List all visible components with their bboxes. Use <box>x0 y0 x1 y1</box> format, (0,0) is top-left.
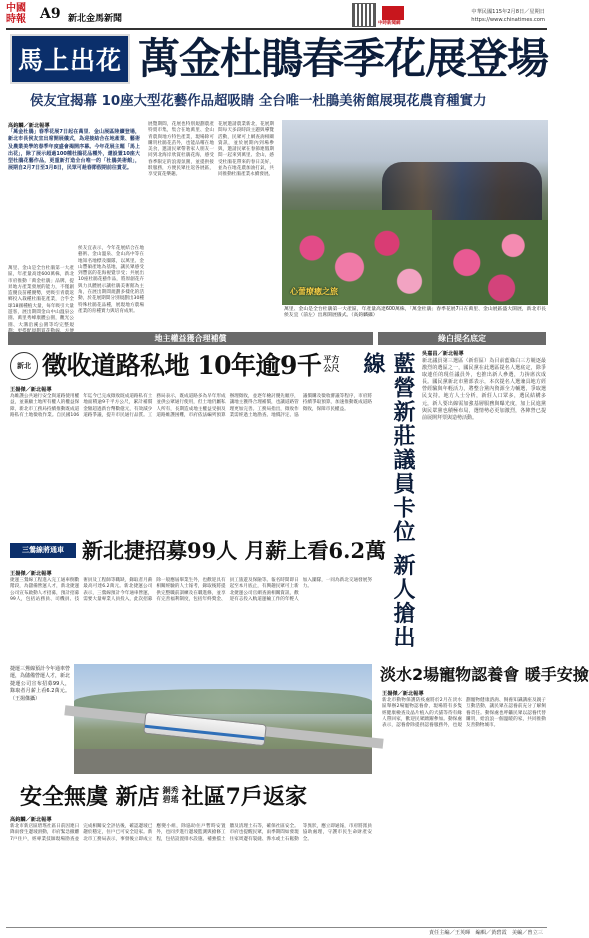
banner-road: 地主權益獲合理補償 <box>8 332 373 345</box>
masthead <box>0 0 553 30</box>
logo-line-2: 時報 <box>6 14 26 25</box>
news-brand-badge <box>382 6 404 20</box>
lead-intro-box <box>8 122 140 262</box>
road-body: 為維護公共通行安全與道路使用權益，並兼顧土地所有權人的權益保障，新北市工務局持續推動既成道路私有土地徵收作業。自民國106年迄今已完成徵收既成道路私有土地面積逾9千平方公尺，累計補償金額超過新台幣數億元，有效減少道路爭議，提升市民通行品質。工務局表示，既成道路多為早年形成並供公眾通行使用，但土地仍屬私人所有，長期造成地主權益受損及道路維護困難，市府依法編列預算辦理徵收，並逐年檢討優先順序，讓地主獲得合理補償，也讓道路管理更加完善。工務局指出，徵收作業需經過土地勘查、地價評定、協議價購及徵收審議等程序，市府將持續爭取預算，加速推動既成道路徵收，保障市民權益。 <box>10 394 372 418</box>
road-headline-unit <box>323 355 339 373</box>
lead-headline: 萬金杜鵑春季花展登場 <box>138 34 549 83</box>
lead-photo <box>282 120 548 305</box>
social-byline: 高鈞麟／新北報導 <box>10 817 52 823</box>
social-headline-small <box>163 786 179 804</box>
social-headline-right: 社區7戶返家 <box>181 783 307 810</box>
lead-subhead: 侯友宜揭幕 10座大型花藝作品超吸睛 全台唯一杜鵑美術館展現花農育種實力 <box>30 94 487 109</box>
election-vertical-headline: 藍營新莊議員卡位 新人搶出線 <box>360 352 416 650</box>
mrt-caption: 捷運三鶯線預計今年通車營運，為儲備營運人才，新北捷運公司宣布招募99人，錄取者月薪上看6.2萬元。（王揚傑攝） <box>10 666 71 702</box>
road-tag-text: 新北 <box>17 362 31 370</box>
road-tag <box>10 352 38 380</box>
small-2: 碧瑤 <box>162 795 179 804</box>
election-byline: 吳嘉昌／新北報導 <box>422 351 464 357</box>
masthead-rule <box>6 28 547 30</box>
mrt-photo <box>74 664 372 774</box>
mrt-train <box>143 712 267 747</box>
mrt-train-stripe <box>145 725 265 741</box>
mrt-headline: 新北捷招募99人 月薪上看6.2萬 <box>82 538 387 563</box>
logo-line-1: 中國 <box>6 3 26 14</box>
small-1: 銅秀 <box>162 786 179 795</box>
lead-body-col3: 展覽期間，花展也特別規劃農產特賣市集，集合在地萬里、金山青農與地方特色產業，現場除可購買杜鵑花苗外，也能品嚐在地美食，邀請民眾帶著家人朋友一同到北海岸欣賞杜鵑花海，感受春季限定的浪漫氛圍，並提供接駁服務，方便民眾往返各展區，享受賞花樂趣。 <box>148 122 214 178</box>
lead-body-col2: 侯友宜表示，今年花展結合在地藝術、金山溫泉、金山高中等在地知名地標及團隊，以萬里、金山豐碩產地為基地，讓民眾感受到豐富的花海視覺享受；共展出10座杜鵑花藝作品，將原創花卉與力具體展示讓杜鵑美術館為主角，在展出期間規劃多樣化的活動，於花展期間分別規劃出30種特殊杜鵑花品種，展現地方農場產業的育種實力與培育成果。 <box>78 246 144 314</box>
footer-credits: 責任主編／王英暉 編輯／黃碧霞 美編／曾立三 <box>428 930 543 936</box>
road-headline <box>42 346 372 382</box>
lead-body-col1: 萬里、金山是全台杜鵑第一大產區，年產量高達600萬株，新北市府推動「萬金杜鵑」品牌，提昇地方產業發展的能力，不僅創造優良苗種優勢，更吸引青農返鄉投入栽種杜鵑花產業，合乎全球18國種植大量，每年吸引大量遊客，展出期間金山中山溫泉公園、萬里秀峰康體公園，觀光公園、大溝沿溪公園等均完整規 <box>8 266 74 328</box>
footer-rule <box>6 927 547 928</box>
photo-label: 心蕾療癒之旅 <box>290 287 338 296</box>
qr-code-icon <box>352 3 376 27</box>
kicker-text: 馬上出花 <box>17 46 122 75</box>
photo-flowers-right <box>432 220 548 305</box>
lead-byline: 高鈞麟／新北報導 <box>8 123 50 129</box>
unit-top: 平方 <box>323 355 340 364</box>
lead-photo-caption: 萬里、金山是全台杜鵑第一大產區，年產量高達600萬株，「萬金杜鵑」春季花展7日在萬里、金山展區盛大開展，新北市長侯友宜（前左）出席開展儀式。（高鈞麟攝） <box>284 307 546 319</box>
mrt-byline: 王揚傑／新北報導 <box>10 571 52 577</box>
lead-intro: 「萬金杜鵑」春季花展7日起在萬里．金山展區陸續登場，新北市長侯友宜出席開展儀式，為迎接結合在地產業、藝術及農業美學的春季年度盛會揭開序幕。今年花展主題「馬上出花」，除了展示超過100種杜鵑花品種外，還設置10座大型杜鵑花藝作品，更重新打造全台唯一的「杜鵑美術館」，展期自2月7日至3月8日，民眾可趁春節假期前往賞花。 <box>8 129 140 172</box>
paper-name: 中時新聞網 <box>378 21 401 26</box>
section-code: A9 <box>40 6 61 22</box>
lead-body-col4: 花展邀請農業新北，花展期間每天多段時段主題與導覽活動，民眾可上網查詢相關資訊，並於展期內到場參與，邀請民眾在春節連假期間一起來到萬里、金山，感受杜鵑花帶來的春日美好，並為在地花農加油打氣，共同推動杜鵑產業永續發展。 <box>218 122 274 178</box>
mrt-tag: 三鶯線將通車 <box>10 543 76 558</box>
newspaper-logo <box>6 3 34 27</box>
care-body: 新北市動物保護防疫處將於2月在淡水區舉辦2場寵物認養會，現場將有多隻經健康檢查及晶片植入的犬貓等待有緣人帶回家，歡迎民眾踴躍參加。動保處表示，認養會除提供認養服務外，也規劃寵物健康諮詢、飼養知識講座及親子互動活動，讓民眾在認養前充分了解飼養責任。動保處也呼籲民眾以認養代替購買，給浪浪一個溫暖的家，共同推動友善動物城市。 <box>382 698 546 729</box>
site-url[interactable]: https://www.chinatimes.com <box>471 17 545 23</box>
unit-bottom: 公尺 <box>323 364 340 373</box>
care-headline: 淡水2場寵物認養會 暖手安撿 <box>380 665 589 684</box>
road-byline: 王揚傑／新北報導 <box>10 387 52 393</box>
section-name: 新北金馬新聞 <box>68 14 123 24</box>
road-headline-main: 徵收道路私地 10年逾9千 <box>42 351 322 380</box>
mrt-road <box>74 749 372 774</box>
banner-election: 綠白提名底定 <box>378 332 546 345</box>
election-body: 新北議員第三選區（新莊區）為目前藍綠白三方競逐最激烈的選區之一，國民黨在此選區提名人選底定，除爭取連任的現任議員外，也推出新人參選，力拚席次成長。國民黨新北市黨部表示，本次提名人選兼具地方經營經驗與年輕活力，將整合黨內資源全力輔選，爭取選民支持。地方人士分析，新莊人口眾多，選民結構多元，新人要出線需加強基層服務與曝光度，加上民進黨與民眾黨也積極布局，選情勢必更加激烈，各陣營已提前展開拜票與造勢活動。 <box>422 358 546 421</box>
social-headline <box>20 778 372 812</box>
lead-kicker <box>10 34 130 84</box>
social-body: 新北市新店區碧瑤社區日前因連日降雨發生邊坡滑動，市府緊急撤離7戶住戶，經專業技師現場勘查並完成相關安全評估後，確認邊坡已趨於穩定，住戶已可安全返家。新北市工務局表示，事發後立即成立應變小組，除協助住戶暫時安置外，也同步進行邊坡監測與搶修工程，包括設置排水設施、補強擋土牆及清理土石等，確保社區安全。市府也提醒民眾，雨季期間如發現住家周邊有裂縫、滲水或土石鬆動等異狀，應立即通報，市府將派員協助處理，守護市民生命財產安全。 <box>10 824 372 842</box>
social-headline-left: 安全無虞 新店 <box>20 783 160 810</box>
mrt-body: 捷運三鶯線工程進入完工通車倒數階段，為儲備營運人才，新北捷運公司宣布啟動人才招募，預計招募99人，包括站務員、司機員、技術員及工程師等職缺，錄取者月薪最高可達6.2萬元。新北捷運公司表示，三鶯線預計今年通車營運，需要大量專業人員投入，此次招募除一般應屆畢業生外，也歡迎具有相關經驗的人士報考，錄取後將提供完整職前訓練及在職進修，並享有完善福利制度，包括年終獎金、員工旅遊及保險等。報名時間即日起至本月底止，有興趣民眾可上新北捷運公司官網查詢相關資訊，歡迎有志投入軌道運輸工作的年輕人加入團隊，一同為新北交通發展努力。 <box>10 578 372 602</box>
care-byline: 王揚傑／新北報導 <box>382 691 424 697</box>
date-line: 中華民國115年2月8日／星期日 <box>471 9 545 15</box>
